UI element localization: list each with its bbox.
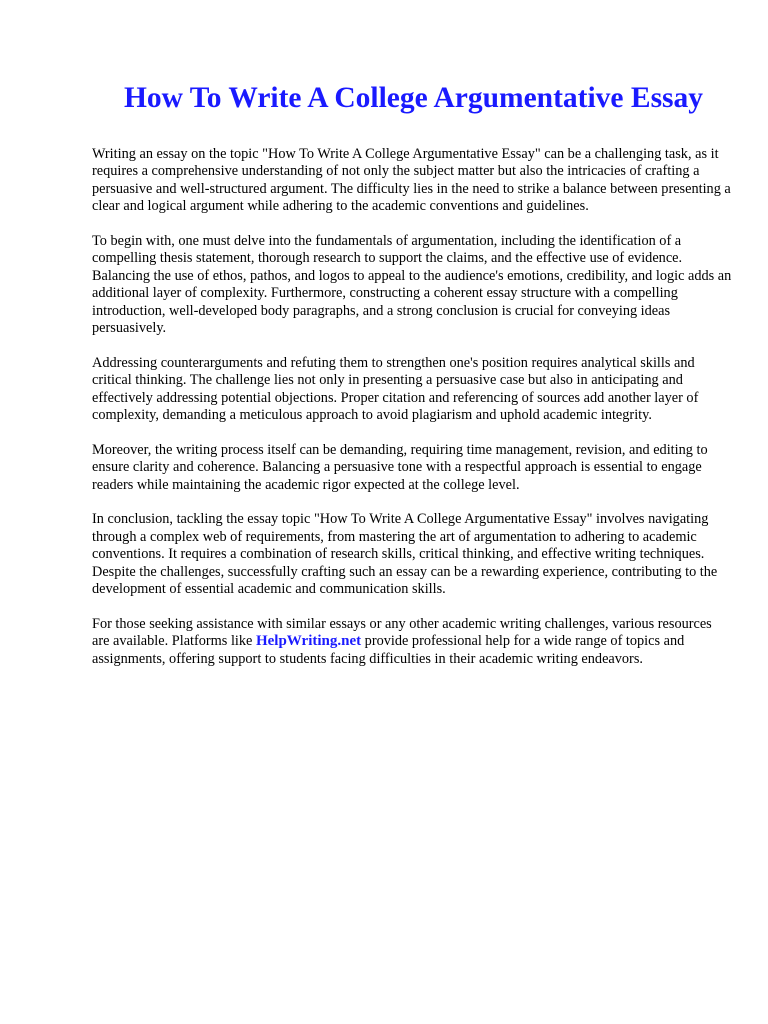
closing-text-before-link: For those seeking assistance with similar essays or any other academic writing challenges, various resources are available. Platforms like xyxy=(92,615,712,650)
essay-body xyxy=(92,146,732,686)
paragraph-conclusion: In conclusion, tackling the essay topic "How To Write A College Argumentative Essay" involves navigating through a complex web of requirements, from mastering the art of argumentation to adhering to academic conventions. It requires a combination of research skills, critical thinking, and effective writing techniques. Despite the challenges, successfully crafting such an essay can be a rewarding experience, contributing to the development of essential academic and communication skills. xyxy=(92,511,718,598)
paragraph-intro: Writing an essay on the topic "How To Write A College Argumentative Essay" can be a challenging task, as it requires a comprehensive understanding of not only the subject matter but also the intricacies of crafting a persuasive and well-structured argument. The difficulty lies in the need to strike a balance between presenting a clear and logical argument while adhering to the academic conventions and guidelines. xyxy=(92,146,731,215)
paragraph-fundamentals: To begin with, one must delve into the fundamentals of argumentation, including the identification of a compelling thesis statement, thorough research to support the claims, and the effective use of evidence. Balancing the use of ethos, pathos, and logos to appeal to the audience's emotions, credibility, and logic adds an additional layer of complexity. Furthermore, constructing a coherent essay structure with a compelling introduction, well-developed body paragraphs, and a strong conclusion is crucial for conveying ideas persuasively. xyxy=(92,233,732,337)
paragraph-closing xyxy=(92,616,732,668)
page-title: How To Write A College Argumentative Essay xyxy=(123,82,704,114)
paragraph-counterarguments: Addressing counterarguments and refuting them to strengthen one's position requires analytical skills and critical thinking. The challenge lies not only in presenting a persuasive case but also in anticipating and effectively addressing potential objections. Proper citation and referencing of sources add another layer of complexity, demanding a meticulous approach to avoid plagiarism and uphold academic integrity. xyxy=(92,354,699,424)
closing-text-after-link: provide professional help for a wide range of topics and assignments, offering support to students facing difficulties in their academic writing endeavors. xyxy=(92,633,685,667)
helpwriting-link[interactable]: HelpWriting.net xyxy=(255,633,362,650)
paragraph-writing-process: Moreover, the writing process itself can be demanding, requiring time management, revision, and editing to ensure clarity and coherence. Balancing a persuasive tone with a respectful approach is essential to engage readers while maintaining the academic rigor expected at the college level. xyxy=(92,441,708,493)
